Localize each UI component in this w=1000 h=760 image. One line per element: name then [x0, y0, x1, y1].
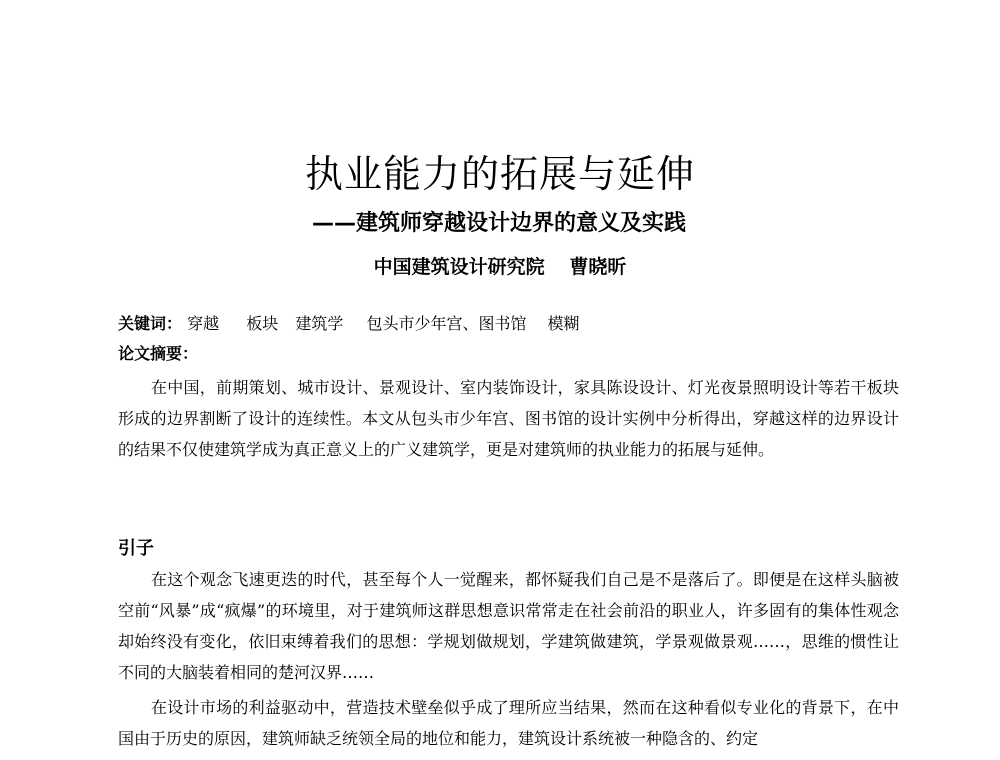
intro-paragraph: 在设计市场的利益驱动中，营造技术壁垒似乎成了理所应当结果，然而在这种看似专业化的背景下，在中国由于历史的原因，建筑师缺乏统领全局的地位和能力，建筑设计系统被一种隐含的、约定	[118, 698, 899, 748]
paper-title: 执业能力的拓展与延伸	[304, 152, 695, 196]
author-institution: 中国建筑设计研究院	[373, 256, 545, 278]
keyword-item: 模糊	[547, 314, 580, 333]
abstract-text: 在中国，前期策划、城市设计、景观设计、室内装饰设计，家具陈设设计、灯光夜景照明设计等若干板块形成的边界割断了设计的连续性。本文从包头市少年宫、图书馆的设计实例中分析得出，穿越这样的边界设计的结果不仅使建筑学成为真正意义上的广义建筑学，更是对建筑师的执业能力的拓展与延伸。	[118, 378, 899, 459]
paper-subtitle: ——建筑师穿越设计边界的意义及实践	[312, 211, 687, 236]
keywords-label: 关键词：	[118, 314, 183, 333]
section-heading-introduction: 引子	[118, 538, 154, 559]
keyword-item: 建筑学	[295, 314, 344, 333]
keyword-item: 板块	[246, 314, 279, 333]
abstract-label: 论文摘要：	[118, 344, 199, 363]
keyword-item: 包头市少年宫、图书馆	[366, 314, 527, 333]
keyword-item: 穿越	[187, 314, 220, 333]
author-line	[0, 252, 1000, 282]
author-name: 曹晓昕	[569, 256, 627, 278]
keywords-line	[118, 312, 898, 336]
intro-paragraph: 在这个观念飞速更迭的时代，甚至每个人一觉醒来，都怀疑我们自己是不是落后了。即便是在这样头脑被空前“风暴”成“疯爆”的环境里，对于建筑师这群思想意识常常走在社会前沿的职业人，许多固有的集体性观念却始终没有变化，依旧束缚着我们的思想：学规划做规划，学建筑做建筑，学景观做景观……，思维的惯性让不同的大脑装着相同的楚河汉界……	[118, 570, 899, 682]
